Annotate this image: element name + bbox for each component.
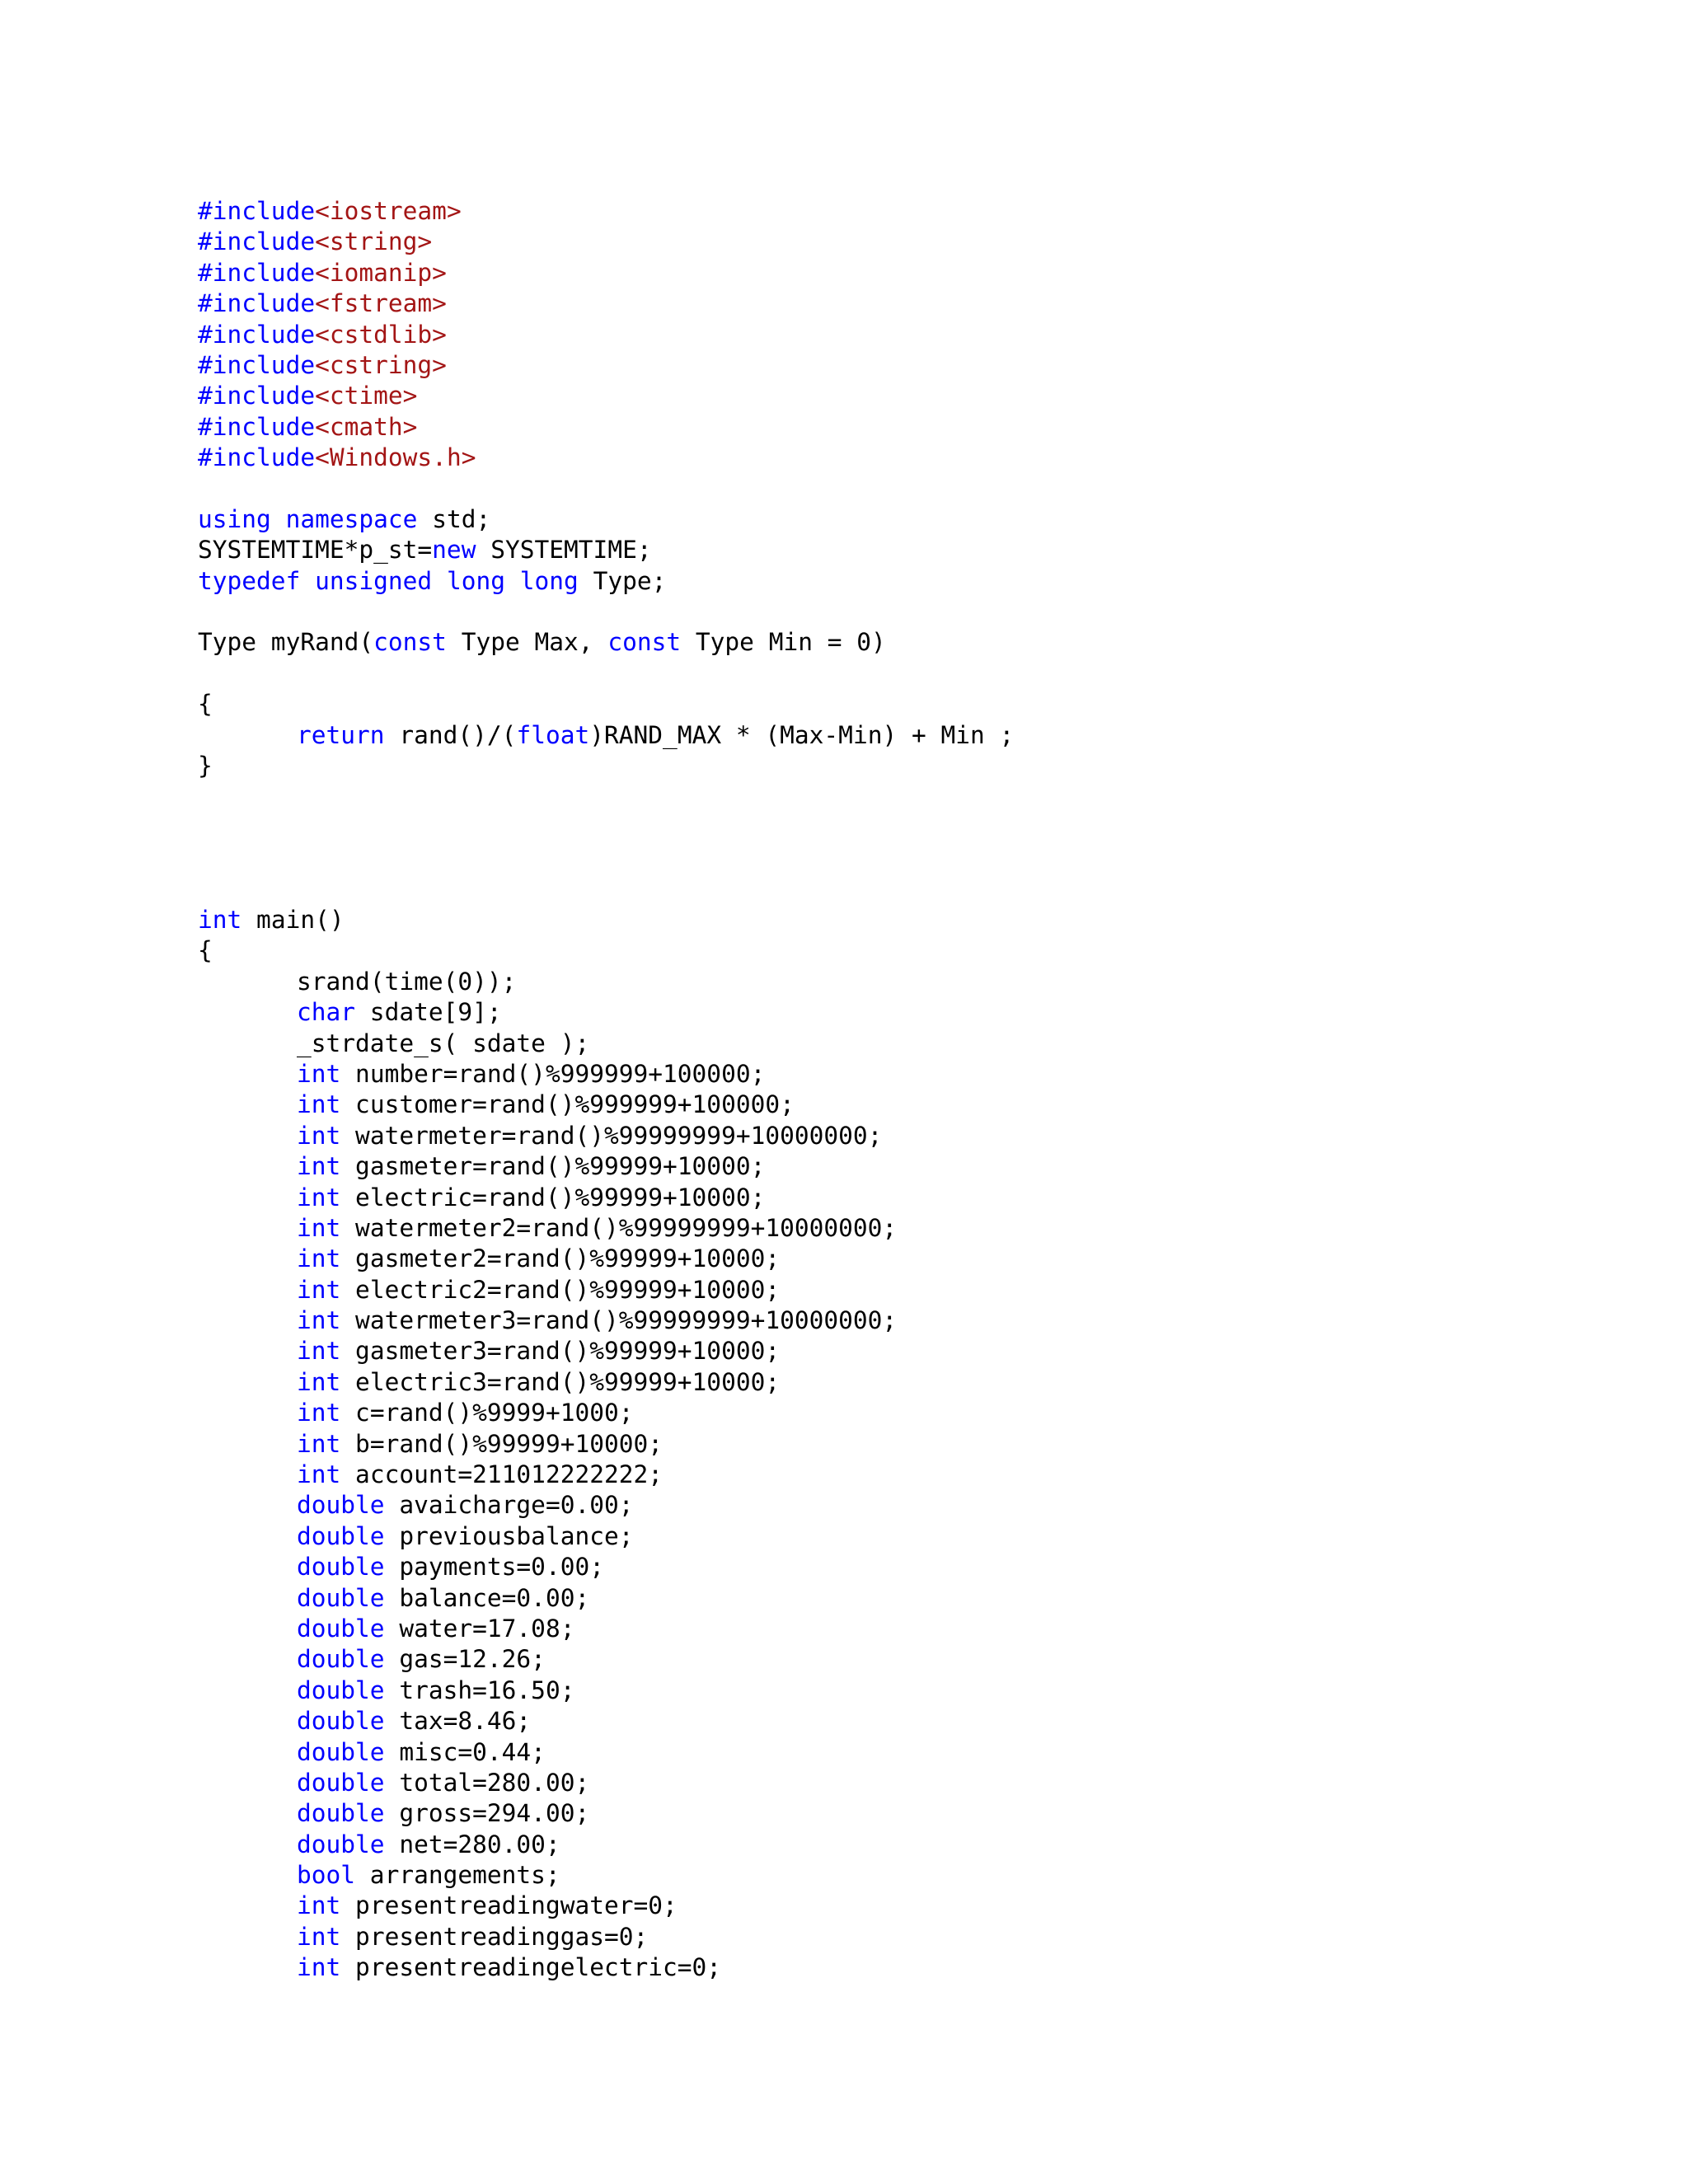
code-line — [198, 1922, 1014, 1952]
code-include-header: <iostream> — [315, 197, 462, 225]
code-include-header: <iomanip> — [315, 258, 447, 287]
code-line — [198, 381, 1014, 411]
code-line — [198, 320, 1014, 350]
code-keyword: #include — [198, 350, 316, 379]
code-keyword: double — [297, 1614, 385, 1643]
code-text: number=rand()%999999+100000; — [340, 1059, 766, 1088]
code-line — [198, 1583, 1014, 1614]
code-include-header: <ctime> — [315, 382, 418, 410]
code-text: Type; — [578, 566, 667, 595]
code-text: rand()/( — [384, 720, 517, 749]
code-keyword: double — [297, 1645, 385, 1674]
code-keyword: typedef — [198, 566, 301, 595]
code-text: Type myRand( — [198, 628, 374, 657]
code-keyword: const — [373, 628, 447, 657]
code-text: avaicharge=0.00; — [384, 1491, 634, 1520]
code-text: presentreadingelectric=0; — [340, 1953, 722, 1982]
code-keyword: #include — [198, 289, 316, 318]
code-keyword: #include — [198, 382, 316, 410]
code-keyword: double — [297, 1553, 385, 1582]
code-line — [198, 1090, 1014, 1120]
code-line — [198, 1552, 1014, 1582]
code-line — [198, 1614, 1014, 1644]
code-text: customer=rand()%999999+100000; — [340, 1090, 795, 1119]
code-line — [198, 1183, 1014, 1213]
code-keyword: long — [519, 566, 579, 595]
code-include-header: <cstdlib> — [315, 320, 447, 349]
code-keyword: double — [297, 1675, 385, 1704]
code-text: gasmeter3=rand()%99999+10000; — [340, 1337, 781, 1366]
code-text: watermeter2=rand()%99999999+10000000; — [340, 1213, 898, 1242]
code-keyword: double — [297, 1707, 385, 1736]
code-keyword: int — [297, 1429, 341, 1458]
code-text: electric2=rand()%99999+10000; — [340, 1275, 781, 1304]
code-line — [198, 905, 1014, 935]
code-keyword: int — [297, 1306, 341, 1335]
code-text: electric3=rand()%99999+10000; — [340, 1367, 781, 1396]
code-keyword: #include — [198, 443, 316, 472]
code-text: main() — [241, 905, 345, 934]
code-line — [198, 1244, 1014, 1274]
code-keyword: double — [297, 1491, 385, 1520]
code-line — [198, 813, 1014, 843]
code-line — [198, 227, 1014, 257]
code-line — [198, 1952, 1014, 1983]
code-line — [198, 1336, 1014, 1366]
code-keyword: int — [297, 1244, 341, 1273]
code-keyword: double — [297, 1583, 385, 1612]
code-keyword: char — [297, 998, 356, 1027]
code-text: { — [198, 936, 213, 965]
code-keyword: int — [297, 1183, 341, 1212]
code-line — [198, 504, 1014, 535]
code-text: gross=294.00; — [384, 1799, 590, 1828]
code-text: srand(time(0)); — [297, 967, 517, 996]
code-text: presentreadinggas=0; — [340, 1922, 649, 1951]
code-line — [198, 1798, 1014, 1829]
code-line — [198, 258, 1014, 288]
code-keyword: double — [297, 1830, 385, 1858]
code-keyword: #include — [198, 258, 316, 287]
code-text: )RAND_MAX * (Max-Min) + Min ; — [589, 720, 1015, 749]
code-text: SYSTEMTIME*p_st= — [198, 536, 433, 565]
code-text: arrangements; — [355, 1861, 560, 1890]
code-text — [432, 567, 447, 595]
code-text: electric=rand()%99999+10000; — [340, 1183, 766, 1212]
code-keyword: int — [297, 1275, 341, 1304]
code-keyword: using — [198, 504, 271, 533]
code-include-header: <cmath> — [315, 412, 418, 441]
code-line — [198, 1121, 1014, 1151]
code-keyword: int — [297, 1891, 341, 1920]
code-line — [198, 1275, 1014, 1305]
code-text: SYSTEMTIME; — [476, 536, 652, 565]
code-line — [198, 1737, 1014, 1768]
code-keyword: double — [297, 1768, 385, 1797]
code-text: net=280.00; — [384, 1830, 560, 1858]
code-line — [198, 535, 1014, 565]
code-text: watermeter=rand()%99999999+10000000; — [340, 1121, 883, 1150]
code-keyword: int — [297, 1399, 341, 1427]
code-text — [505, 567, 520, 595]
code-line — [198, 1644, 1014, 1675]
code-keyword: return — [297, 720, 385, 749]
code-keyword: int — [198, 905, 242, 934]
code-line — [198, 1151, 1014, 1182]
code-keyword: int — [297, 1090, 341, 1119]
code-line — [198, 1490, 1014, 1521]
code-text: presentreadingwater=0; — [340, 1891, 678, 1920]
code-text: sdate[9]; — [355, 998, 502, 1027]
code-line — [198, 658, 1014, 689]
code-text: balance=0.00; — [384, 1583, 590, 1612]
code-line — [198, 1429, 1014, 1460]
code-line — [198, 1521, 1014, 1552]
code-line — [198, 874, 1014, 905]
code-line — [198, 1768, 1014, 1798]
code-keyword: namespace — [285, 504, 418, 533]
code-keyword: int — [297, 1121, 341, 1150]
code-text: previousbalance; — [384, 1521, 634, 1550]
code-line — [198, 1059, 1014, 1090]
code-text — [271, 505, 286, 533]
code-text: water=17.08; — [384, 1614, 575, 1643]
code-text: gasmeter=rand()%99999+10000; — [340, 1152, 766, 1181]
code-keyword: unsigned — [315, 566, 433, 595]
code-line — [198, 720, 1014, 751]
code-keyword: int — [297, 1460, 341, 1489]
code-keyword: int — [297, 1922, 341, 1951]
code-line — [198, 566, 1014, 597]
code-keyword: double — [297, 1737, 385, 1766]
code-keyword: int — [297, 1337, 341, 1366]
code-text: Type Min = 0) — [681, 628, 886, 657]
code-text: b=rand()%99999+10000; — [340, 1429, 663, 1458]
code-line — [198, 1891, 1014, 1921]
code-keyword: const — [607, 628, 682, 657]
code-line — [198, 1460, 1014, 1490]
code-keyword: float — [516, 720, 590, 749]
code-include-header: <fstream> — [315, 289, 447, 318]
code-line — [198, 1305, 1014, 1336]
code-line — [198, 412, 1014, 443]
code-text: watermeter3=rand()%99999999+10000000; — [340, 1306, 898, 1335]
code-include-header: <string> — [315, 227, 433, 256]
code-keyword: #include — [198, 412, 316, 441]
code-include-header: <cstring> — [315, 350, 447, 379]
code-keyword: long — [446, 566, 505, 595]
code-keyword: int — [297, 1367, 341, 1396]
code-line — [198, 1398, 1014, 1428]
code-line — [198, 843, 1014, 874]
code-line — [198, 627, 1014, 658]
code-line — [198, 1029, 1014, 1059]
code-line — [198, 350, 1014, 381]
code-line — [198, 1213, 1014, 1244]
code-keyword: #include — [198, 320, 316, 349]
code-text: _strdate_s( sdate ); — [297, 1029, 590, 1057]
code-keyword: double — [297, 1799, 385, 1828]
code-include-header: <Windows.h> — [315, 443, 476, 472]
code-text: gas=12.26; — [384, 1645, 546, 1674]
code-keyword: double — [297, 1521, 385, 1550]
code-line — [198, 967, 1014, 997]
code-listing — [198, 196, 1014, 1984]
code-line — [198, 1367, 1014, 1398]
code-line — [198, 597, 1014, 627]
code-text: misc=0.44; — [384, 1737, 546, 1766]
code-line — [198, 751, 1014, 781]
code-keyword: bool — [297, 1861, 356, 1890]
code-line — [198, 781, 1014, 812]
code-line — [198, 1830, 1014, 1860]
code-line — [198, 1860, 1014, 1891]
code-keyword: #include — [198, 227, 316, 256]
code-keyword: new — [432, 536, 476, 565]
code-text: payments=0.00; — [384, 1553, 604, 1582]
code-text: gasmeter2=rand()%99999+10000; — [340, 1244, 781, 1273]
code-text: { — [198, 690, 213, 719]
code-text: total=280.00; — [384, 1768, 590, 1797]
code-text: c=rand()%9999+1000; — [340, 1399, 634, 1427]
code-text: Type Max, — [446, 628, 608, 657]
code-line — [198, 443, 1014, 473]
code-line — [198, 288, 1014, 319]
code-keyword: #include — [198, 197, 316, 225]
code-line — [198, 1706, 1014, 1736]
code-keyword: int — [297, 1213, 341, 1242]
code-text: } — [198, 752, 213, 780]
code-text: tax=8.46; — [384, 1707, 532, 1736]
code-text: account=211012222222; — [340, 1460, 663, 1489]
code-line — [198, 935, 1014, 966]
code-keyword: int — [297, 1953, 341, 1982]
code-line — [198, 196, 1014, 227]
code-line — [198, 997, 1014, 1028]
code-line — [198, 474, 1014, 504]
code-text: std; — [417, 504, 491, 533]
code-text — [300, 567, 315, 595]
code-keyword: int — [297, 1152, 341, 1181]
code-keyword: int — [297, 1059, 341, 1088]
code-line — [198, 1675, 1014, 1706]
code-line — [198, 689, 1014, 719]
code-text: trash=16.50; — [384, 1675, 575, 1704]
